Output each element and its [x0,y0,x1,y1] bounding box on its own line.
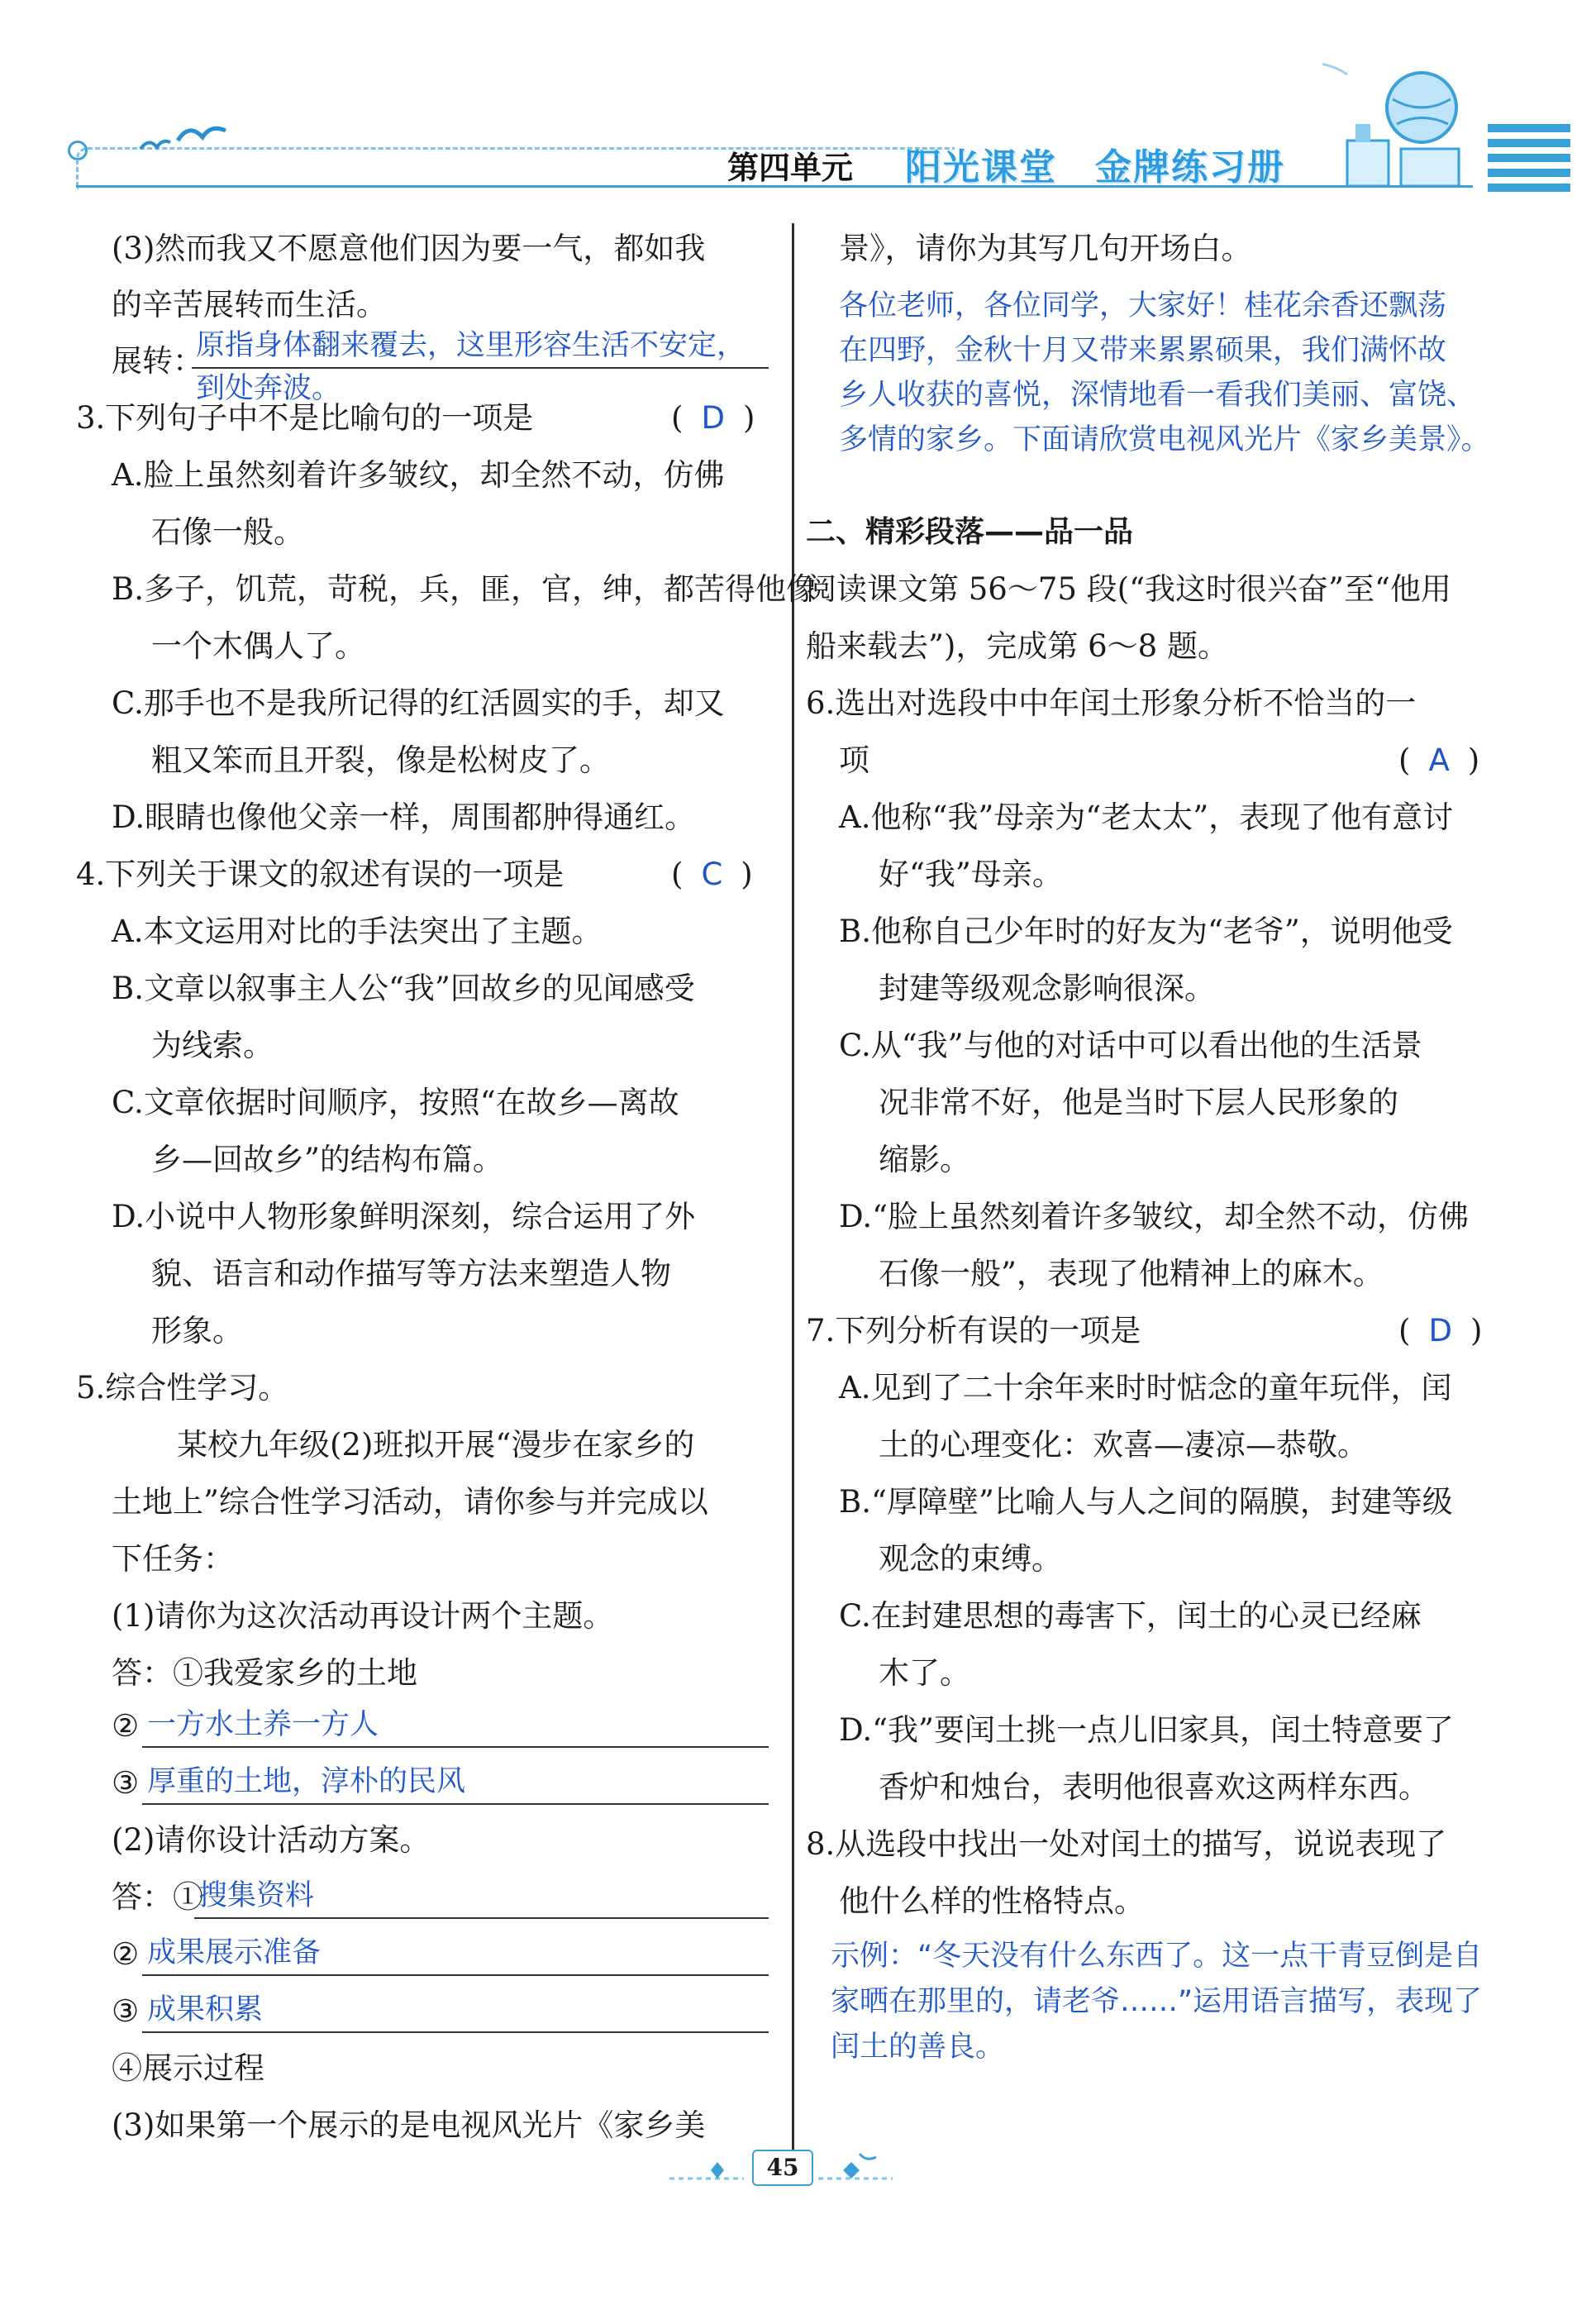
question-8-line-1: 8.从选段中找出一处对闰土的描写，说说表现了 [806,1826,1447,1862]
q7-option-d-2: 香炉和烛台，表明他很喜欢这两样东西。 [879,1769,1429,1805]
q6-option-d-1: D.“脸上虽然刻着许多皱纹，却全然不动，仿佛 [839,1199,1470,1234]
birds-icon [132,116,240,165]
q5-task-1-answer-b: 一方水土养一方人 [147,1708,379,1741]
answer-underline [142,2031,769,2033]
opening-answer-2: 在四野，金秋十月又带来累累硕果，我们满怀故 [839,334,1447,367]
q8-answer-3: 闰土的善良。 [831,2031,1005,2064]
q3-option-b-2: 一个木偶人了。 [151,628,365,664]
question-3-answer-box: ( D ) [671,400,755,436]
q5-task-2-answer-a: 搜集资料 [198,1879,315,1912]
question-3: 3.下列句子中不是比喻句的一项是 [76,400,534,436]
q3-option-d: D.眼睛也像他父亲一样，周围都肿得通红。 [112,799,696,835]
question-3-answer: D [701,400,725,436]
q6-option-b-2: 封建等级观念影响很深。 [879,971,1215,1006]
q6-option-d-2: 石像一般”，表现了他精神上的麻木。 [879,1256,1384,1291]
q3-option-a-1: A.脸上虽然刻着许多皱纹，却全然不动，仿佛 [112,457,725,493]
unit-title: 第四单元 [727,150,854,186]
term-label: 展转： [112,343,203,379]
section-2-title: 二、精彩段落——品一品 [806,515,1134,549]
q4-option-a: A.本文运用对比的手法突出了主题。 [112,914,603,949]
q6-option-a-1: A.他称“我”母亲为“老太太”，表现了他有意讨 [839,799,1454,835]
opening-answer-4: 多情的家乡。下面请欣赏电视风光片《家乡美景》。 [839,423,1490,456]
question-4-answer: C [701,857,723,892]
column-divider [792,223,794,2150]
q4-option-d-2: 貌、语言和动作描写等方法来塑造人物 [151,1256,671,1291]
question-4: 4.下列关于课文的叙述有误的一项是 [76,857,565,892]
q7-option-c-1: C.在封建思想的毒害下，闰土的心灵已经麻 [839,1598,1422,1634]
q7-option-a-2: 土的心理变化：欢喜—凄凉—恭敬。 [879,1427,1368,1463]
q7-option-b-1: B.“厚障壁”比喻人与人之间的隔膜，封建等级 [839,1484,1453,1520]
answer-underline [142,1803,769,1805]
page-number: 45 [752,2150,813,2186]
q5-task-2-label: 答：① [112,1879,203,1915]
q5-para-1: 某校九年级(2)班拟开展“漫步在家乡的 [177,1427,695,1463]
q5-task-1-answer-c: 厚重的土地，淳朴的民风 [147,1765,466,1798]
q7-option-b-2: 观念的束缚。 [879,1541,1062,1577]
answer-underline [142,1974,769,1976]
stripes-decoration-icon [1488,124,1570,198]
q5-task-1-num-c: ③ [112,1765,140,1801]
answer-underline [194,1917,769,1919]
term-answer-2: 到处奔波。 [196,372,341,405]
q5-task-2-item-d: ④展示过程 [112,2050,264,2086]
q5-task-1-num-b: ② [112,1708,140,1744]
q8-answer-2: 家晒在那里的，请老爷……”运用语言描写，表现了 [831,1985,1483,2018]
q7-option-a-1: A.见到了二十余年来时时惦念的童年玩伴，闰 [839,1370,1452,1406]
question-4-answer-box: ( C ) [671,857,753,892]
q5-task-1: (1)请你为这次活动再设计两个主题。 [112,1598,614,1634]
reading-instruction-1: 阅读课文第 56～75 段(“我这时很兴奋”至“他用 [806,571,1451,607]
q7-option-d-1: D.“我”要闰土挑一点儿旧家具，闰土特意要了 [839,1712,1454,1748]
q4-option-d-1: D.小说中人物形象鲜明深刻，综合运用了外 [112,1199,696,1234]
q4-option-c-1: C.文章依据时间顺序，按照“在故乡—离故 [112,1085,679,1120]
question-5: 5.综合性学习。 [76,1370,289,1406]
question-6-line-2: 项 [839,742,869,778]
q3-option-b-1: B.多子，饥荒，苛税，兵，匪，官，绅，都苦得他像 [112,571,817,607]
q5-task-2-answer-b: 成果展示准备 [147,1936,322,1969]
q3-option-c-2: 粗又笨而且开裂，像是松树皮了。 [151,742,610,778]
q3-option-c-1: C.那手也不是我所记得的红活圆实的手，却又 [112,685,725,721]
q5-task-2-num-b: ② [112,1936,140,1972]
left-line-2: 的辛苦展转而生活。 [112,287,387,322]
q7-option-c-2: 木了。 [879,1655,970,1691]
opening-answer-3: 乡人收获的喜悦，深情地看一看我们美丽、富饶、 [839,379,1476,412]
q5-para-3: 下任务： [112,1541,234,1577]
globe-decoration-icon [1322,50,1488,190]
q5-task-2: (2)请你设计活动方案。 [112,1822,431,1858]
reading-instruction-2: 船来载去”)，完成第 6～8 题。 [806,628,1228,664]
question-6-answer: A [1428,742,1450,778]
q5-task-2-num-c: ③ [112,1993,140,2029]
q5-task-3: (3)如果第一个展示的是电视风光片《家乡美 [112,2107,706,2143]
question-7: 7.下列分析有误的一项是 [806,1313,1141,1348]
q6-option-b-1: B.他称自己少年时的好友为“老爷”，说明他受 [839,914,1453,949]
q8-answer-1: 示例：“冬天没有什么东西了。这一点干青豆倒是自 [831,1940,1483,1973]
q6-option-c-1: C.从“我”与他的对话中可以看出他的生活景 [839,1028,1422,1063]
question-7-answer-box: ( D ) [1398,1313,1483,1348]
q5-task-1-answer-a: 答：①我爱家乡的土地 [112,1655,417,1691]
term-answer-1: 原指身体翻来覆去，这里形容生活不安定， [196,329,746,362]
question-8-line-2: 他什么样的性格特点。 [839,1883,1145,1919]
q6-option-c-3: 缩影。 [879,1142,970,1177]
answer-underline [142,1746,769,1748]
q4-option-b-2: 为线索。 [151,1028,274,1063]
q3-option-a-2: 石像一般。 [151,514,304,550]
q4-option-b-1: B.文章以叙事主人公“我”回故乡的见闻感受 [112,971,695,1006]
question-7-answer: D [1428,1313,1452,1348]
opening-answer-1: 各位老师，各位同学，大家好！桂花余香还飘荡 [839,289,1447,322]
q5-task-2-answer-c: 成果积累 [147,1993,264,2026]
left-line-1: (3)然而我又不愿意他们因为要一气，都如我 [112,231,706,266]
q5-para-2: 土地上”综合性学习活动，请你参与并完成以 [112,1484,708,1520]
q6-option-c-2: 况非常不好，他是当时下层人民形象的 [879,1085,1398,1120]
q4-option-c-2: 乡—回故乡”的结构布篇。 [151,1142,503,1177]
right-line-1: 景》，请你为其写几句开场白。 [839,231,1252,266]
q4-option-d-3: 形象。 [151,1313,243,1348]
question-6-answer-box: ( A ) [1398,742,1480,778]
question-6-line-1: 6.选出对选段中中年闰土形象分析不恰当的一 [806,685,1417,721]
q6-option-a-2: 好“我”母亲。 [879,857,1063,892]
brand-title: 阳光课堂 金牌练习册 [905,146,1285,189]
